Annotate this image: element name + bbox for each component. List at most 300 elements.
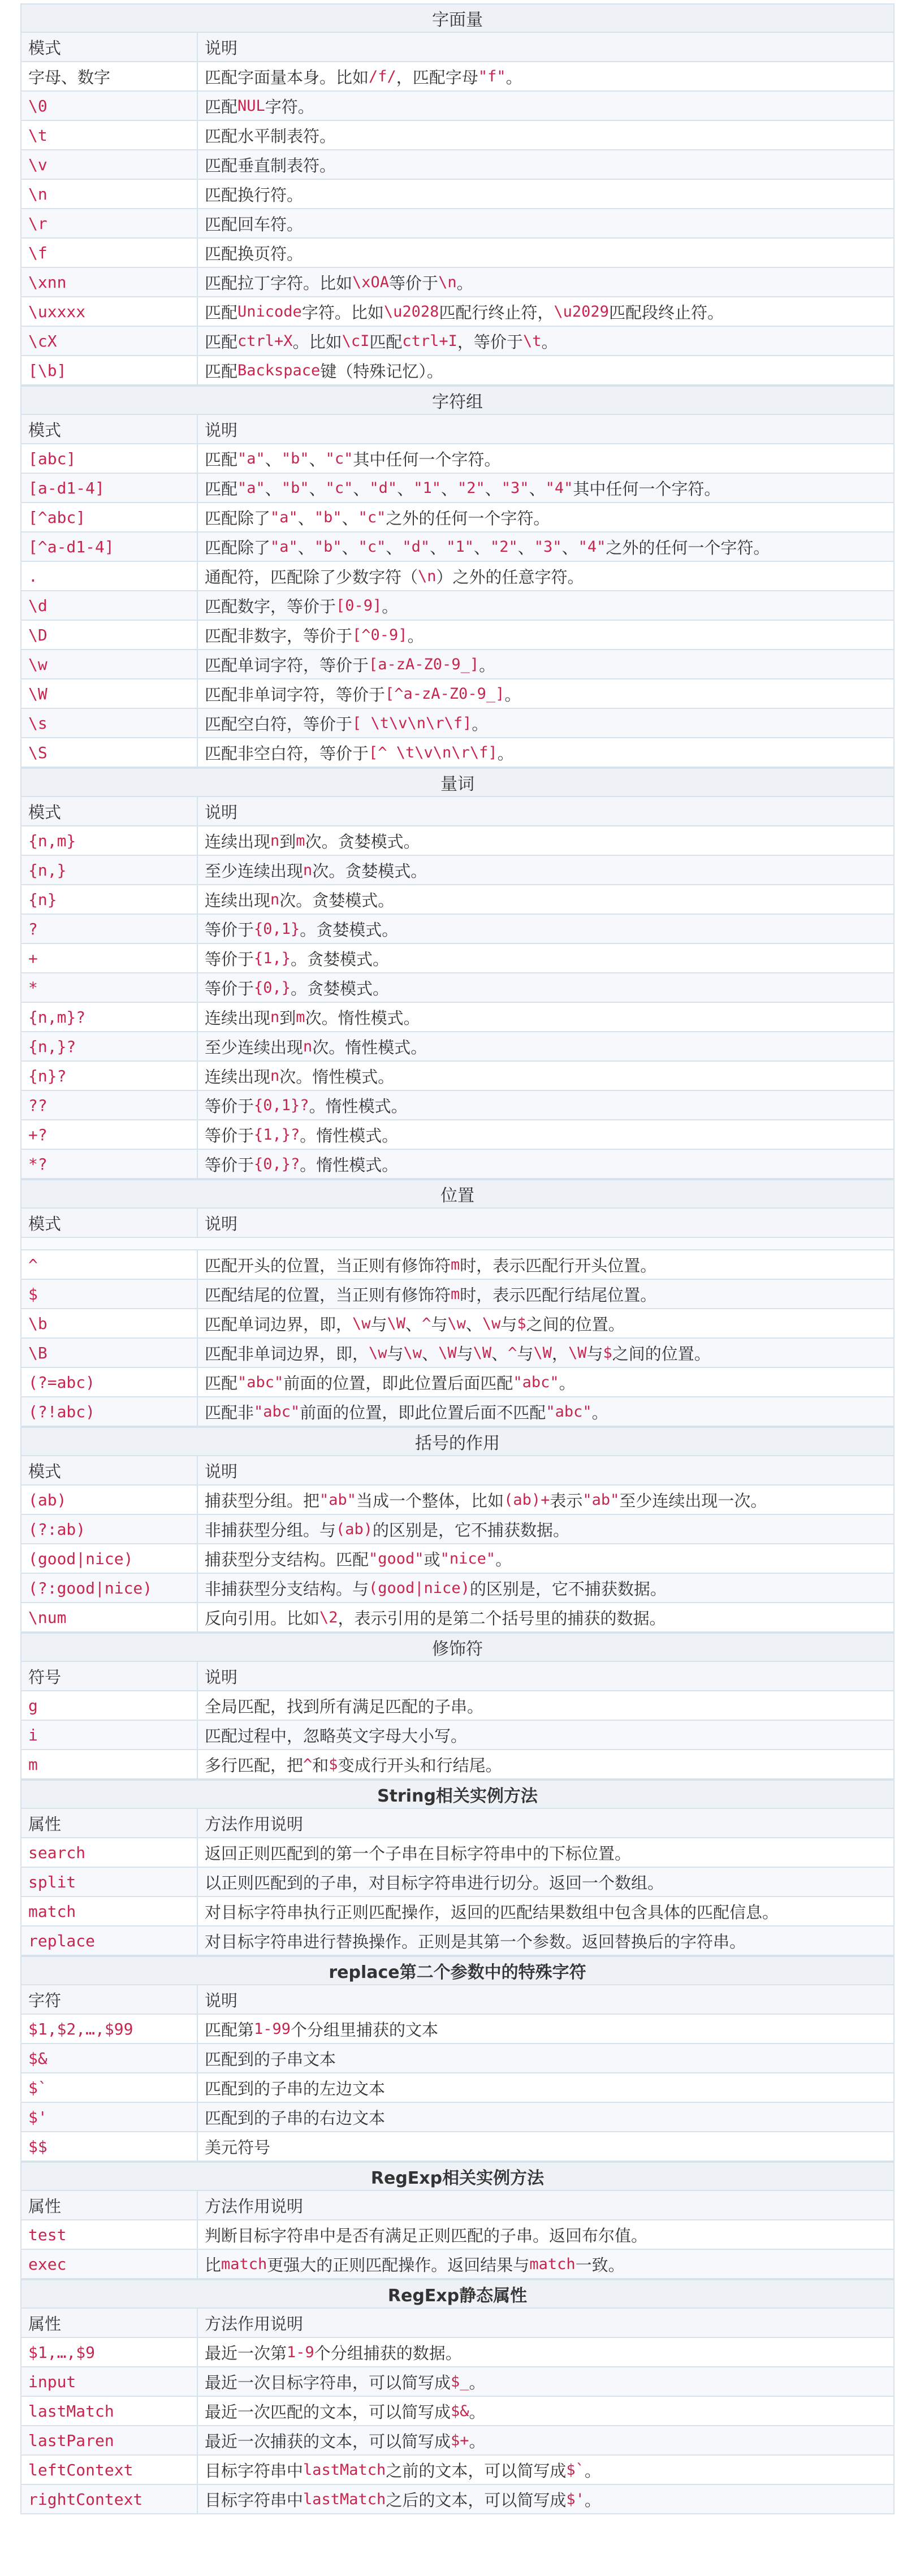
description-text: 匹配除了: [205, 538, 271, 557]
section-title: replace第二个参数中的特殊字符: [20, 1956, 895, 1985]
description-cell: [198, 474, 893, 502]
inline-code: {1,}: [254, 949, 291, 967]
header-row: [20, 797, 895, 826]
description-text: 匹配到的子串文本: [205, 2049, 336, 2069]
inline-code: "c": [358, 538, 386, 556]
description-text: 之前的文本，可以简写成: [386, 2461, 567, 2480]
description-text: 匹配单词字符，等价于: [205, 655, 369, 675]
description-cell: [198, 2367, 893, 2396]
inline-code: (ab)+: [504, 1491, 550, 1509]
description-text: 和: [312, 1755, 329, 1775]
section-title: 位置: [20, 1179, 895, 1209]
inline-code: [0-9]: [336, 596, 382, 614]
pattern-cell: [a-d1-4]: [21, 474, 198, 502]
table-row: [20, 2103, 895, 2132]
description-text: 。: [584, 2490, 601, 2510]
description-cell: [198, 2132, 893, 2161]
description-cell: [198, 268, 893, 296]
description-text: 、: [485, 479, 502, 499]
description-text: 的区别是，它不捕获数据。: [373, 1520, 570, 1540]
table-row: [20, 150, 895, 180]
pattern-cell: match: [21, 1897, 198, 1925]
table-row: [20, 650, 895, 679]
description-text: 。: [472, 714, 489, 734]
inline-code: "2": [490, 538, 518, 556]
inline-code: n: [303, 1037, 313, 1055]
description-text: 次。贪婪模式。: [312, 861, 427, 881]
description-text: 等价于: [389, 273, 439, 293]
description-text: 之间的位置。: [526, 1314, 625, 1334]
description-text: 或: [424, 1549, 440, 1569]
description-text: 连续出现: [205, 832, 271, 851]
description-text: 等价于: [205, 979, 254, 998]
description-text: 、: [309, 449, 326, 469]
description-text: ）之外的任意字符。: [436, 567, 584, 587]
description-text: 。: [591, 1402, 608, 1422]
description-text: 。贪婪模式。: [291, 949, 390, 969]
inline-code: $: [329, 1755, 338, 1773]
description-text: 最近一次第: [205, 2343, 287, 2363]
pattern-cell: \f: [21, 239, 198, 267]
section-table: [20, 1633, 895, 1780]
description-text: 匹配非空白符，等价于: [205, 743, 369, 763]
description-text: 之后的文本，可以简写成: [386, 2490, 567, 2510]
section-table: [20, 2162, 895, 2279]
inline-code: lastMatch: [303, 2461, 386, 2479]
inline-code: \u2028: [383, 302, 439, 321]
description-cell: [198, 709, 893, 737]
description-text: 、: [342, 538, 358, 557]
description-text: 匹配数字，等价于: [205, 596, 336, 616]
section-title: 修饰符: [20, 1633, 895, 1662]
column-header: 模式: [21, 1209, 198, 1237]
description-cell: [198, 1721, 893, 1749]
description-text: 匹配段终止符。: [608, 302, 724, 322]
pattern-cell: {n,}: [21, 856, 198, 884]
description-cell: [198, 738, 893, 767]
description-cell: [198, 1603, 893, 1631]
description-text: 最近一次匹配的文本，可以简写成: [205, 2402, 451, 2422]
description-text: 、: [405, 1314, 422, 1334]
description-text: 匹配水平制表符。: [205, 126, 336, 146]
inline-code: n: [270, 832, 280, 850]
table-row: [20, 474, 895, 503]
header-row: [20, 415, 895, 444]
section-table: [20, 386, 895, 768]
table-row: [20, 826, 895, 856]
inline-code: 1-99: [254, 2020, 291, 2038]
table-row: [20, 1062, 895, 1091]
table-row: [20, 2015, 895, 2044]
inline-code: \W: [387, 1314, 406, 1332]
section-table: [20, 1427, 895, 1633]
description-text: 。贪婪模式。: [291, 979, 390, 998]
table-row: [20, 327, 895, 356]
description-text: 与: [517, 1344, 534, 1363]
description-text: 以正则匹配到的子串，对目标字符串进行切分。返回一个数组。: [205, 1873, 664, 1893]
inline-code: m: [451, 1285, 460, 1303]
inline-code: "ab": [319, 1491, 357, 1509]
pattern-cell: 字母、数字: [21, 62, 198, 90]
table-row: [20, 1574, 895, 1603]
description-text: 反向引用。比如: [205, 1608, 320, 1628]
pattern-cell: lastMatch: [21, 2397, 198, 2425]
description-cell: [198, 62, 893, 90]
pattern-cell: $1,…,$9: [21, 2338, 198, 2366]
description-text: 连续出现: [205, 1008, 271, 1028]
description-text: 。: [382, 596, 399, 616]
pattern-cell: input: [21, 2367, 198, 2396]
inline-code: "a": [237, 479, 265, 497]
description-text: 、: [342, 508, 358, 528]
description-cell: [198, 591, 893, 620]
header-row: [20, 1209, 895, 1238]
description-text: 。: [479, 655, 496, 675]
description-text: 全局匹配，找到所有满足匹配的子串。: [205, 1696, 484, 1716]
description-text: 、: [297, 508, 314, 528]
pattern-cell: +?: [21, 1120, 198, 1149]
table-row: [20, 2485, 895, 2514]
pattern-cell: \D: [21, 621, 198, 649]
description-cell: [198, 973, 893, 1002]
table-row: [20, 2367, 895, 2397]
inline-code: "2": [457, 479, 485, 497]
description-text: 等价于: [205, 1155, 254, 1175]
description-text: 匹配字面量本身。比如: [205, 67, 369, 87]
table-row: [20, 1544, 895, 1574]
pattern-cell: $1,$2,…,$99: [21, 2015, 198, 2043]
table-row: [20, 2456, 895, 2485]
inline-code: ^: [508, 1344, 517, 1362]
pattern-cell: $&: [21, 2044, 198, 2072]
inline-code: "4": [578, 538, 606, 556]
description-cell: [198, 1280, 893, 1308]
pattern-cell: ?: [21, 915, 198, 943]
inline-code: 1-9: [287, 2343, 314, 2361]
column-header: 说明: [205, 1461, 238, 1481]
inline-code: [^0-9]: [352, 626, 408, 644]
description-text: 。惰性模式。: [300, 1125, 399, 1145]
section-title: 括号的作用: [20, 1427, 895, 1456]
inline-code: $': [566, 2490, 585, 2508]
section-title: RegExp相关实例方法: [20, 2162, 895, 2191]
description-cell: [198, 1397, 893, 1426]
pattern-cell: lastParen: [21, 2426, 198, 2454]
description-text: 表示: [550, 1491, 583, 1510]
pattern-cell: rightContext: [21, 2485, 198, 2513]
description-cell: [198, 2426, 893, 2454]
header-row: [20, 1985, 895, 2015]
table-row: [20, 2338, 895, 2367]
description-cell: [198, 503, 893, 531]
description-text: 、: [529, 479, 546, 499]
description-text: 与: [387, 1344, 404, 1363]
description-text: 返回正则匹配到的第一个子串在目标字符串中的下标位置。: [205, 1843, 632, 1863]
pattern-cell: {n,m}: [21, 826, 198, 855]
section-table: [20, 768, 895, 1179]
description-text: 匹配: [205, 97, 238, 116]
pattern-cell: m: [21, 1750, 198, 1778]
inline-code: \W: [438, 1344, 457, 1362]
pattern-cell: +: [21, 944, 198, 972]
description-text: 到: [279, 1008, 296, 1028]
description-text: 匹配过程中，忽略英文字母大小写。: [205, 1726, 468, 1746]
column-header: 说明: [205, 1990, 238, 2010]
description-cell: [198, 356, 893, 384]
description-text: 、: [517, 538, 534, 557]
description-text: 匹配: [205, 479, 238, 499]
description-cell: [198, 2250, 893, 2278]
column-header: 符号: [21, 1662, 198, 1690]
pattern-cell: \B: [21, 1339, 198, 1367]
description-text: 与: [500, 1314, 517, 1334]
table-row: [20, 562, 895, 591]
description-text: 。: [559, 1373, 576, 1393]
inline-code: $`: [566, 2461, 585, 2479]
table-row: [20, 1897, 895, 1926]
inline-code: \t: [522, 332, 542, 350]
column-header: 模式: [21, 797, 198, 825]
description-cell: [198, 562, 893, 590]
pattern-cell: $$: [21, 2132, 198, 2161]
column-header: 说明: [205, 1214, 238, 1233]
description-text: 、: [491, 1344, 508, 1363]
header-row: [20, 1809, 895, 1838]
description-cell: [198, 1838, 893, 1867]
description-cell: [198, 679, 893, 708]
description-text: 。: [497, 743, 514, 763]
header-row: [20, 1662, 895, 1691]
table-row: [20, 1926, 895, 1956]
description-cell: [198, 1486, 893, 1514]
pattern-cell: (ab): [21, 1486, 198, 1514]
table-row: [20, 1868, 895, 1897]
inline-code: /f/: [369, 67, 396, 85]
inline-code: $&: [451, 2402, 469, 2420]
description-text: ，等价于: [457, 332, 523, 352]
description-cell: [198, 1003, 893, 1031]
description-cell: [198, 180, 893, 208]
description-text: 。: [456, 273, 473, 293]
inline-code: "b": [314, 508, 342, 526]
column-header: 方法作用说明: [205, 2314, 304, 2333]
pattern-cell: [abc]: [21, 444, 198, 473]
inline-code: n: [270, 1067, 280, 1085]
inline-code: \cI: [342, 332, 370, 350]
inline-code: "abc": [237, 1373, 284, 1391]
pattern-cell: (?=abc): [21, 1368, 198, 1396]
description-cell: [198, 1897, 893, 1925]
description-text: 、: [561, 538, 578, 557]
pattern-cell: *: [21, 973, 198, 1002]
description-text: 非捕获型分支结构。与: [205, 1579, 369, 1599]
description-text: 目标字符串中: [205, 2461, 304, 2480]
description-text: 匹配除了: [205, 508, 271, 528]
pattern-cell: search: [21, 1838, 198, 1867]
inline-code: \W: [473, 1344, 492, 1362]
description-cell: [198, 1750, 893, 1778]
column-header: 模式: [21, 1456, 198, 1484]
description-text: 字符。比如: [301, 302, 384, 322]
description-text: 匹配结尾的位置，当正则有修饰符: [205, 1285, 451, 1305]
description-text: 键（特殊记忆）。: [320, 361, 443, 381]
description-cell: [198, 209, 893, 237]
pattern-cell: {n,m}?: [21, 1003, 198, 1031]
pattern-cell: g: [21, 1691, 198, 1720]
inline-code: {0,1}: [254, 920, 300, 938]
inline-code: Backspace: [237, 361, 321, 379]
inline-code: "f": [478, 67, 506, 85]
inline-code: ^: [303, 1755, 313, 1773]
pattern-cell: \w: [21, 650, 198, 678]
table-row: [20, 1721, 895, 1750]
inline-code: \w: [482, 1314, 501, 1332]
table-row: [20, 856, 895, 885]
description-text: 匹配: [205, 449, 238, 469]
pattern-cell: $: [21, 1280, 198, 1308]
pattern-cell: \cX: [21, 327, 198, 355]
inline-code: $: [517, 1314, 526, 1332]
inline-code: n: [270, 890, 280, 908]
table-row: [20, 1691, 895, 1721]
inline-code: n: [303, 861, 313, 879]
description-text: 之外的任何一个字符。: [386, 508, 550, 528]
table-row: [20, 621, 895, 650]
inline-code: NUL: [237, 97, 265, 115]
description-text: 。惰性模式。: [300, 1155, 399, 1175]
pattern-cell: i: [21, 1721, 198, 1749]
description-text: 次。贪婪模式。: [305, 832, 420, 851]
description-text: 、: [422, 1344, 439, 1363]
header-row: [20, 1456, 895, 1486]
description-text: 、: [353, 479, 370, 499]
description-text: 与: [370, 1314, 387, 1334]
description-cell: [198, 239, 893, 267]
pattern-cell: $': [21, 2103, 198, 2131]
description-text: 。: [504, 685, 521, 704]
section-title: 量词: [20, 768, 895, 797]
pattern-cell: \n: [21, 180, 198, 208]
description-text: 。: [469, 2372, 486, 2392]
description-text: 捕获型分支结构。匹配: [205, 1549, 369, 1569]
description-text: 前面的位置，即此位置后面不匹配: [300, 1402, 546, 1422]
inline-code: "c": [358, 508, 386, 526]
table-row: [20, 2132, 895, 2162]
pattern-cell: replace: [21, 1926, 198, 1955]
description-text: 最近一次目标字符串，可以简写成: [205, 2372, 451, 2392]
inline-code: \w: [403, 1344, 422, 1362]
description-cell: [198, 1150, 893, 1178]
description-cell: [198, 2073, 893, 2102]
description-cell: [198, 944, 893, 972]
description-text: 等价于: [205, 949, 254, 969]
description-text: 美元符号: [205, 2137, 271, 2157]
inline-code: \w: [447, 1314, 466, 1332]
description-text: 、: [386, 538, 403, 557]
description-text: ，表示引用的是第二个括号里的捕获的数据。: [338, 1608, 666, 1628]
inline-code: "a": [270, 538, 298, 556]
description-cell: [198, 150, 893, 179]
description-cell: [198, 915, 893, 943]
description-text: 之外的任何一个字符。: [606, 538, 770, 557]
description-cell: [198, 1062, 893, 1090]
description-text: 时，表示匹配行开头位置。: [460, 1255, 657, 1275]
inline-code: "c": [325, 449, 353, 467]
description-text: 当成一个整体，比如: [356, 1491, 504, 1510]
description-text: 。: [407, 626, 424, 646]
column-header: 属性: [21, 2191, 198, 2219]
table-row: [20, 1603, 895, 1633]
section-title: 字面量: [20, 3, 895, 33]
description-text: 、: [465, 1314, 482, 1334]
pattern-cell: \s: [21, 709, 198, 737]
pattern-cell: (good|nice): [21, 1544, 198, 1573]
table-row: [20, 1838, 895, 1868]
inline-code: "d": [402, 538, 430, 556]
description-text: 个分组里捕获的文本: [291, 2020, 439, 2040]
description-text: 匹配垂直制表符。: [205, 155, 336, 175]
pattern-cell: [^abc]: [21, 503, 198, 531]
inline-code: [a-zA-Z0-9_]: [369, 655, 479, 673]
inline-code: $+: [451, 2431, 469, 2449]
table-row: [20, 1003, 895, 1032]
column-header: 属性: [21, 1809, 198, 1837]
description-cell: [198, 1691, 893, 1720]
description-text: 。: [541, 332, 558, 352]
table-row: [20, 1397, 895, 1427]
description-text: 多行匹配，把: [205, 1755, 304, 1775]
section-table: [20, 3, 895, 386]
description-text: 目标字符串中: [205, 2490, 304, 2510]
table-row: [20, 209, 895, 239]
table-row: [20, 1091, 895, 1120]
pattern-cell: \W: [21, 679, 198, 708]
description-text: 判断目标字符串中是否有满足正则匹配的子串。返回布尔值。: [205, 2226, 648, 2245]
description-cell: [198, 2015, 893, 2043]
section-title: RegExp静态属性: [20, 2279, 895, 2309]
pattern-cell: \b: [21, 1309, 198, 1337]
table-row: [20, 297, 895, 327]
column-header: 方法作用说明: [205, 2196, 304, 2216]
inline-code: "4": [545, 479, 573, 497]
description-cell: [198, 2485, 893, 2513]
description-text: 匹配: [205, 1373, 238, 1393]
description-cell: [198, 2338, 893, 2366]
inline-code: \w: [352, 1314, 371, 1332]
pattern-cell: {n}: [21, 885, 198, 913]
inline-code: "3": [534, 538, 562, 556]
inline-code: \n: [418, 567, 437, 585]
description-text: 更强大的正则匹配操作。返回结果与: [267, 2255, 530, 2275]
inline-code: [ \t\v\n\r\f]: [352, 714, 472, 732]
description-cell: [198, 885, 893, 913]
description-cell: [198, 121, 893, 149]
pattern-cell: ^: [21, 1250, 198, 1279]
header-row: [20, 2191, 895, 2220]
pattern-cell: $`: [21, 2073, 198, 2102]
table-row: [20, 92, 895, 121]
description-text: 其中任何一个字符。: [573, 479, 721, 499]
inline-code: "c": [325, 479, 353, 497]
description-text: 非捕获型分组。与: [205, 1520, 336, 1540]
table-row: [20, 121, 895, 150]
description-text: 匹配: [205, 332, 238, 352]
inline-code: [^ \t\v\n\r\f]: [369, 743, 498, 761]
table-row: [20, 885, 895, 915]
pattern-cell: .: [21, 562, 198, 590]
description-cell: [198, 2456, 893, 2484]
table-row: [20, 1280, 895, 1309]
